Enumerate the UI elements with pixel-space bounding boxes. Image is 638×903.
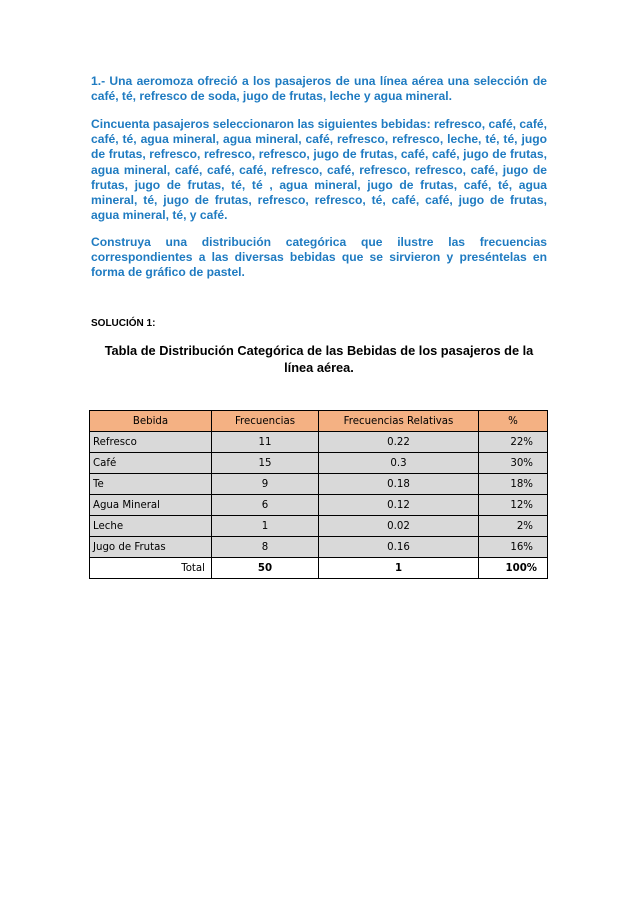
table-title: Tabla de Distribución Categórica de las Bebidas de los pasajeros de la línea aérea. bbox=[104, 343, 534, 375]
table-row bbox=[90, 432, 548, 453]
total-frecuencia-relativa: 1 bbox=[319, 558, 479, 579]
distribution-table bbox=[89, 410, 548, 579]
table-row bbox=[90, 537, 548, 558]
cell-percent: 2% bbox=[479, 516, 548, 537]
cell-bebida: Café bbox=[90, 453, 212, 474]
solution-label: SOLUCIÓN 1: bbox=[91, 318, 156, 329]
cell-frecuencia: 9 bbox=[212, 474, 319, 495]
cell-bebida: Agua Mineral bbox=[90, 495, 212, 516]
table-row bbox=[90, 495, 548, 516]
cell-frecuencia-relativa: 0.02 bbox=[319, 516, 479, 537]
cell-percent: 18% bbox=[479, 474, 548, 495]
cell-frecuencia: 11 bbox=[212, 432, 319, 453]
cell-bebida: Te bbox=[90, 474, 212, 495]
table-header-row bbox=[90, 411, 548, 432]
cell-frecuencia-relativa: 0.12 bbox=[319, 495, 479, 516]
cell-bebida: Jugo de Frutas bbox=[90, 537, 212, 558]
cell-percent: 16% bbox=[479, 537, 548, 558]
table-row bbox=[90, 474, 548, 495]
total-frecuencia: 50 bbox=[212, 558, 319, 579]
cell-frecuencia-relativa: 0.3 bbox=[319, 453, 479, 474]
cell-frecuencia-relativa: 0.16 bbox=[319, 537, 479, 558]
header-bebida: Bebida bbox=[90, 411, 212, 432]
cell-frecuencia: 8 bbox=[212, 537, 319, 558]
cell-bebida: Refresco bbox=[90, 432, 212, 453]
cell-frecuencia: 1 bbox=[212, 516, 319, 537]
header-frecuencias: Frecuencias bbox=[212, 411, 319, 432]
passenger-data-text: Cincuenta pasajeros seleccionaron las siguientes bebidas: refresco, café, café, café, té, agua mineral, agua mineral, café, refresco, refresco, leche, té, té, jugo de frutas, refresco, refresco, refresco, jugo de frutas, café, café, jugo de frutas, agua mineral, café, café, café, refresco, café, refresco, refresco, café, jugo de frutas, jugo de frutas, té, té , agua mineral, jugo de frutas, café, té, agua mineral, té, jugo de frutas, refresco, refresco, té, café, café, jugo de frutas, agua mineral, té, y café. bbox=[91, 117, 547, 223]
cell-percent: 30% bbox=[479, 453, 548, 474]
cell-percent: 12% bbox=[479, 495, 548, 516]
problem-statement: 1.- Una aeromoza ofreció a los pasajeros de una línea aérea una selección de café, té, refresco de soda, jugo de frutas, leche y agua mineral. bbox=[91, 74, 547, 104]
cell-frecuencia-relativa: 0.18 bbox=[319, 474, 479, 495]
table-row bbox=[90, 453, 548, 474]
total-label: Total bbox=[90, 558, 212, 579]
cell-bebida: Leche bbox=[90, 516, 212, 537]
cell-frecuencia-relativa: 0.22 bbox=[319, 432, 479, 453]
cell-frecuencia: 15 bbox=[212, 453, 319, 474]
header-percent: % bbox=[479, 411, 548, 432]
cell-frecuencia: 6 bbox=[212, 495, 319, 516]
table-total-row bbox=[90, 558, 548, 579]
table-row bbox=[90, 516, 548, 537]
total-percent: 100% bbox=[479, 558, 548, 579]
header-frecuencias-relativas: Frecuencias Relativas bbox=[319, 411, 479, 432]
instruction-text: Construya una distribución categórica que ilustre las frecuencias correspondientes a las diversas bebidas que se sirvieron y preséntelas en forma de gráfico de pastel. bbox=[91, 235, 547, 280]
cell-percent: 22% bbox=[479, 432, 548, 453]
